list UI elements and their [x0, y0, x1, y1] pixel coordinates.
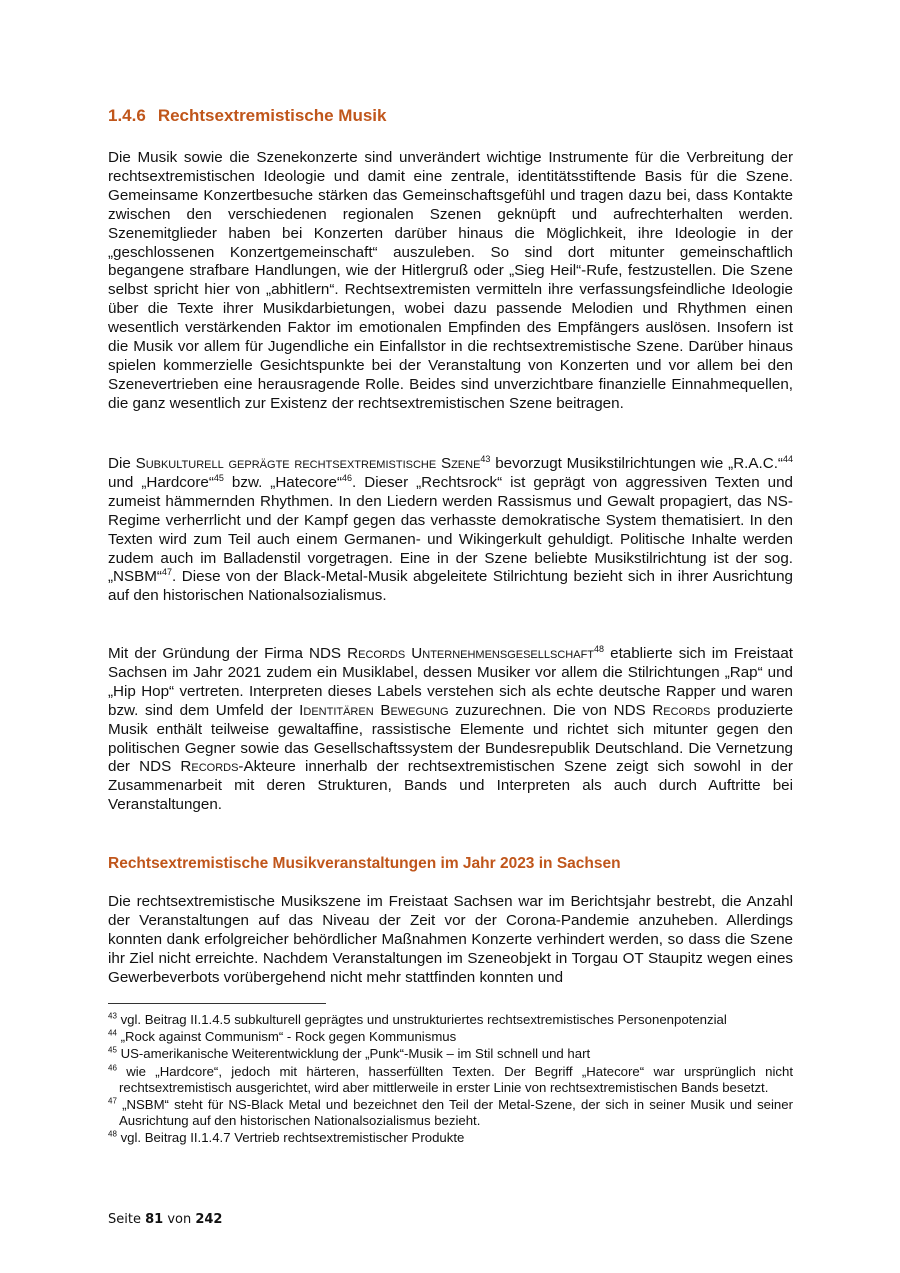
footnote-text: vgl. Beitrag II.1.4.5 subkulturell geprägtes und unstrukturiertes rechtsextremistisches Personenpotenzial: [116, 1012, 727, 1027]
footnote-ref[interactable]: 46: [342, 472, 353, 483]
footer-prefix: Seite: [108, 1212, 146, 1227]
term-small-caps: Subkulturell geprägte rechtsextremistische Szene: [135, 455, 481, 472]
paragraph-intro: Die Musik sowie die Szenekonzerte sind unverändert wichtige Instrumente für die Verbreitung der rechtsextremistischen Ideologie und damit eine zentrale, identitätsstiftende Basis für die Szene. Gemeinsame Konzertbesuche stärken das Gemeinschaftsgefühl und tragen dazu bei, dass Kontakte zwischen den verschiedenen regionalen Szenen geknüpft und aufrechterhalten werden. Szenemitglieder haben bei Konzerten darüber hinaus die Möglichkeit, ihre Ideologie in der „geschlossenen Konzertgemeinschaft“ auszuleben. So sind dort mitunter gemeinschaftlich begangene strafbare Handlungen, wie der Hitlergruß oder „Sieg Heil“-Rufe, festzustellen. Die Szene selbst spricht hier von „abhitlern“. Rechtsextremisten vermitteln ihre verfassungsfeindliche Ideologie über die Texte ihrer Musikdarbietungen, wobei dazu passende Melodien und Rhythmen einen wesentlich verstärkenden Faktor im emotionalen Empfinden des Empfängers auslösen. Insofern ist die Musik vor allem für Jugendliche ein Einfallstor in die rechtsextremistische Szene. Darüber hinaus spielen kommerzielle Gesichtspunkte bei der Veranstaltung von Konzerten und vor allem bei den Szenevertrieben eine herausragende Rolle. Beides sind unverzichtbare finanzielle Einnahmequellen, die ganz wesentlich zur Existenz der rechtsextremistischen Szene beitragen.: [108, 149, 793, 412]
footer-middle: von: [163, 1212, 196, 1227]
paragraph-nds-records: [108, 645, 793, 815]
footnote-text: US-amerikanische Weiterentwicklung der „Punk“-Musik – im Stil schnell und hart: [116, 1046, 591, 1062]
section-heading: [108, 106, 386, 126]
footnote-ref[interactable]: 43: [480, 453, 491, 464]
footnote-number: 45: [108, 1046, 117, 1056]
footnote: [108, 1012, 793, 1028]
footnote-number: 46: [108, 1063, 117, 1073]
footnote-number: 48: [108, 1130, 117, 1140]
term-small-caps: Records Unternehmensgesellschaft: [347, 645, 595, 662]
footnote-text: „Rock against Communism“ - Rock gegen Kommunismus: [116, 1029, 457, 1045]
footnotes: [108, 1012, 793, 1148]
text-run: produzierte Musik enthält teilweise gewaltaffine, rassistische Elemente und richtet sich mitunter gegen den politischen Gegner sowie das Gesellschaftssystem der Bundesrepublik Deutschland. Die Vernetzung der NDS: [108, 701, 794, 776]
text-run: und „Hardcore“: [108, 473, 214, 491]
footnote-ref[interactable]: 47: [162, 567, 173, 578]
footnote-ref[interactable]: 44: [782, 453, 793, 464]
footnote: [108, 1130, 793, 1146]
text-run: Die: [108, 455, 136, 472]
paragraph-subculture: [108, 455, 793, 606]
text-run: Mit der Gründung der Firma NDS: [108, 645, 348, 662]
page-footer: [108, 1212, 222, 1227]
section-title: Rechtsextremistische Musik: [157, 106, 387, 125]
footnote: [108, 1064, 793, 1096]
footnote-ref[interactable]: 48: [594, 643, 605, 654]
page-number: 81: [145, 1212, 164, 1227]
text-run: . Diese von der Black-Metal-Musik abgeleitete Stilrichtung bezieht sich in ihrer Ausrichtung auf den historischen Nationalsozialismus.: [108, 568, 793, 605]
footnote-text: „NSBM“ steht für NS-Black Metal und bezeichnet den Teil der Metal-Szene, der sich in seiner Musik und seiner Ausrichtung auf den historischen Nationalsozialismus bezieht.: [116, 1097, 793, 1129]
footnote-ref[interactable]: 45: [213, 472, 224, 483]
text-run: bevorzugt Musikstilrichtungen wie „R.A.C.“: [490, 455, 783, 472]
term-small-caps: Records: [180, 758, 239, 776]
subsection-heading: Rechtsextremistische Musikveranstaltungen im Jahr 2023 in Sachsen: [108, 855, 621, 872]
page-total: 242: [195, 1212, 223, 1227]
text-run: bzw. „Hatecore“: [223, 473, 343, 491]
footnote-number: 44: [108, 1028, 117, 1038]
paragraph-events-2023: Die rechtsextremistische Musikszene im Freistaat Sachsen war im Berichtsjahr bestrebt, die Anzahl der Veranstaltungen auf das Niveau der Zeit vor der Corona-Pandemie anzuheben. Allerdings konnten dank erfolgreicher behördlicher Maßnahmen Konzerte verhindert werden, so dass die Szene ihr Ziel nicht erreichte. Nachdem Veranstaltungen im Szeneobjekt in Torgau OT Staupitz wegen eines Gewerbeverbots vorübergehend nicht mehr stattfinden konnten und: [108, 893, 793, 986]
text-run: . Dieser „Rechtsrock“ ist geprägt von aggressiven Texten und zumeist hämmernden Rhythmen. In den Liedern werden Rassismus und Gewalt propagiert, das NS-Regime verherrlicht und der Kampf gegen das verhasste demokratische System thematisiert. In den Texten wird zum Teil auch einem Germanen- und Wikingerkult gehuldigt. Politische Inhalte werden zudem auch im Balladenstil vorgetragen. Eine in der Szene beliebte Musikstilrichtung ist der sog. „NSBM“: [108, 473, 793, 586]
footnote-number: 43: [108, 1011, 117, 1021]
footnote-divider: [108, 1003, 326, 1004]
text-run: etablierte sich im Freistaat Sachsen im Jahr 2021 zudem ein Musiklabel, dessen Musiker vor allem die Stilrichtungen „Rap“ und „Hip Hop“ vertreten. Interpreten dieses Labels verstehen sich als echte deutsche Rapper und waren bzw. sind dem Umfeld der: [108, 645, 794, 719]
footnote: [108, 1097, 793, 1129]
term-small-caps: Records: [652, 701, 711, 719]
text-run: -Akteure innerhalb der rechtsextremistischen Szene zeigt sich sowohl in der Zusammenarbeit mit deren Strukturen, Bands und Interpreten als auch durch Auftritte bei Veranstaltungen.: [108, 758, 793, 814]
text-run: zuzurechnen. Die von NDS: [448, 701, 653, 719]
footnote-text: vgl. Beitrag II.1.4.7 Vertrieb rechtsextremistischer Produkte: [116, 1130, 465, 1146]
section-number: 1.4.6: [108, 106, 146, 125]
footnote-number: 47: [108, 1096, 117, 1106]
footnote-text: wie „Hardcore“, jedoch mit härteren, hasserfüllten Texten. Der Begriff „Hatecore“ war ursprünglich nicht rechtsextremistisch ausgerichtet, wird aber mittlerweile in erster Linie von rechtsextremistischen Bands besetzt.: [116, 1063, 793, 1095]
term-small-caps: Identitären Bewegung: [299, 701, 449, 719]
footnote: [108, 1046, 793, 1062]
footnote: [108, 1029, 793, 1045]
